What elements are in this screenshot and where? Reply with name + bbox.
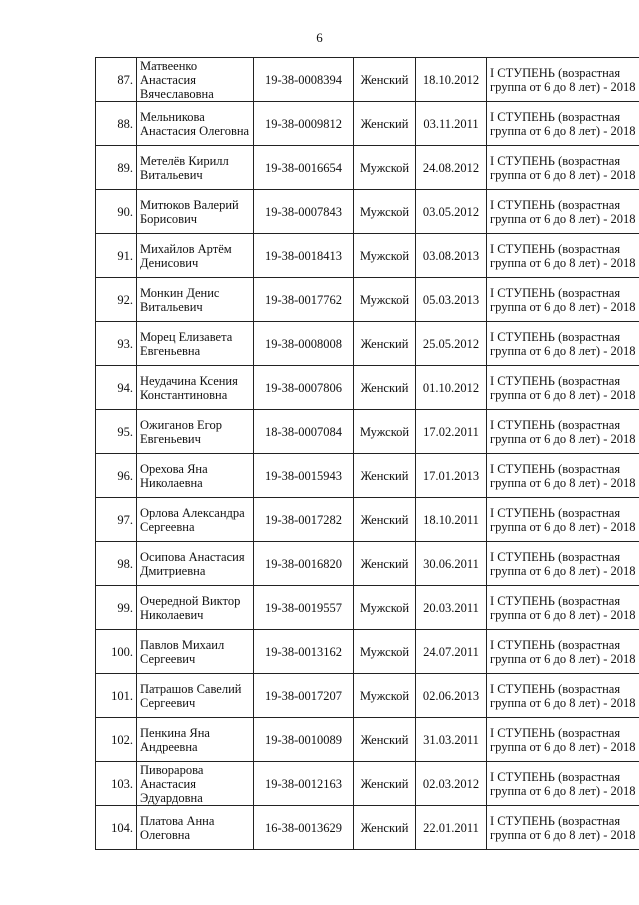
birth-date-cell: 18.10.2012 (416, 58, 487, 102)
birth-date-cell: 02.03.2012 (416, 762, 487, 806)
table-row (96, 630, 639, 674)
table-row (96, 498, 639, 542)
birth-date-cell: 24.08.2012 (416, 146, 487, 190)
uin-cell: 19-38-0017207 (254, 674, 354, 718)
row-number-cell: 95. (96, 410, 137, 454)
table-row (96, 190, 639, 234)
uin-cell: 19-38-0017762 (254, 278, 354, 322)
full-name-cell: Очередной Виктор Николаевич (137, 586, 254, 630)
birth-date-cell: 18.10.2011 (416, 498, 487, 542)
table-row (96, 762, 639, 806)
row-number-cell: 89. (96, 146, 137, 190)
age-group-cell: I СТУПЕНЬ (возрастная группа от 6 до 8 лет) - 2018 (487, 542, 639, 586)
full-name-cell: Морец Елизавета Евгеньевна (137, 322, 254, 366)
uin-cell: 19-38-0008394 (254, 58, 354, 102)
row-number-cell: 96. (96, 454, 137, 498)
age-group-cell: I СТУПЕНЬ (возрастная группа от 6 до 8 лет) - 2018 (487, 806, 639, 850)
gender-cell: Женский (354, 806, 416, 850)
uin-cell: 19-38-0007806 (254, 366, 354, 410)
row-number-cell: 101. (96, 674, 137, 718)
uin-cell: 19-38-0017282 (254, 498, 354, 542)
full-name-cell: Матвеенко Анастасия Вячеславовна (137, 58, 254, 102)
table-row (96, 146, 639, 190)
gender-cell: Мужской (354, 190, 416, 234)
row-number-cell: 104. (96, 806, 137, 850)
full-name-cell: Осипова Анастасия Дмитриевна (137, 542, 254, 586)
full-name-cell: Ожиганов Егор Евгеньевич (137, 410, 254, 454)
table-row (96, 718, 639, 762)
age-group-cell: I СТУПЕНЬ (возрастная группа от 6 до 8 лет) - 2018 (487, 762, 639, 806)
full-name-cell: Метелёв Кирилл Витальевич (137, 146, 254, 190)
full-name-cell: Монкин Денис Витальевич (137, 278, 254, 322)
gender-cell: Мужской (354, 234, 416, 278)
table-row (96, 58, 639, 102)
birth-date-cell: 05.03.2013 (416, 278, 487, 322)
table-row (96, 542, 639, 586)
table-row (96, 806, 639, 850)
gender-cell: Женский (354, 718, 416, 762)
age-group-cell: I СТУПЕНЬ (возрастная группа от 6 до 8 лет) - 2018 (487, 498, 639, 542)
age-group-cell: I СТУПЕНЬ (возрастная группа от 6 до 8 лет) - 2018 (487, 586, 639, 630)
age-group-cell: I СТУПЕНЬ (возрастная группа от 6 до 8 лет) - 2018 (487, 718, 639, 762)
age-group-cell: I СТУПЕНЬ (возрастная группа от 6 до 8 лет) - 2018 (487, 366, 639, 410)
full-name-cell: Мельникова Анастасия Олеговна (137, 102, 254, 146)
birth-date-cell: 17.02.2011 (416, 410, 487, 454)
age-group-cell: I СТУПЕНЬ (возрастная группа от 6 до 8 лет) - 2018 (487, 674, 639, 718)
age-group-cell: I СТУПЕНЬ (возрастная группа от 6 до 8 лет) - 2018 (487, 58, 639, 102)
birth-date-cell: 01.10.2012 (416, 366, 487, 410)
birth-date-cell: 03.08.2013 (416, 234, 487, 278)
uin-cell: 19-38-0016654 (254, 146, 354, 190)
gender-cell: Женский (354, 762, 416, 806)
birth-date-cell: 31.03.2011 (416, 718, 487, 762)
gender-cell: Мужской (354, 278, 416, 322)
gender-cell: Мужской (354, 146, 416, 190)
table-row (96, 586, 639, 630)
birth-date-cell: 17.01.2013 (416, 454, 487, 498)
uin-cell: 16-38-0013629 (254, 806, 354, 850)
full-name-cell: Михайлов Артём Денисович (137, 234, 254, 278)
uin-cell: 19-38-0010089 (254, 718, 354, 762)
participants-table-body (96, 58, 639, 850)
gender-cell: Женский (354, 366, 416, 410)
uin-cell: 19-38-0012163 (254, 762, 354, 806)
full-name-cell: Платова Анна Олеговна (137, 806, 254, 850)
age-group-cell: I СТУПЕНЬ (возрастная группа от 6 до 8 лет) - 2018 (487, 410, 639, 454)
gender-cell: Женский (354, 454, 416, 498)
full-name-cell: Орлова Александра Сергеевна (137, 498, 254, 542)
table-row (96, 674, 639, 718)
gender-cell: Мужской (354, 630, 416, 674)
gender-cell: Женский (354, 542, 416, 586)
gender-cell: Женский (354, 58, 416, 102)
full-name-cell: Митюков Валерий Борисович (137, 190, 254, 234)
age-group-cell: I СТУПЕНЬ (возрастная группа от 6 до 8 лет) - 2018 (487, 322, 639, 366)
full-name-cell: Неудачина Ксения Константиновна (137, 366, 254, 410)
age-group-cell: I СТУПЕНЬ (возрастная группа от 6 до 8 лет) - 2018 (487, 146, 639, 190)
uin-cell: 19-38-0015943 (254, 454, 354, 498)
row-number-cell: 94. (96, 366, 137, 410)
table-row (96, 102, 639, 146)
page-number: 6 (316, 30, 323, 45)
row-number-cell: 102. (96, 718, 137, 762)
full-name-cell: Патрашов Савелий Сергеевич (137, 674, 254, 718)
gender-cell: Женский (354, 322, 416, 366)
uin-cell: 19-38-0009812 (254, 102, 354, 146)
uin-cell: 18-38-0007084 (254, 410, 354, 454)
gender-cell: Женский (354, 102, 416, 146)
age-group-cell: I СТУПЕНЬ (возрастная группа от 6 до 8 лет) - 2018 (487, 190, 639, 234)
full-name-cell: Пенкина Яна Андреевна (137, 718, 254, 762)
row-number-cell: 91. (96, 234, 137, 278)
uin-cell: 19-38-0013162 (254, 630, 354, 674)
age-group-cell: I СТУПЕНЬ (возрастная группа от 6 до 8 лет) - 2018 (487, 630, 639, 674)
participants-table (95, 57, 639, 850)
birth-date-cell: 03.11.2011 (416, 102, 487, 146)
table-row (96, 278, 639, 322)
uin-cell: 19-38-0007843 (254, 190, 354, 234)
row-number-cell: 103. (96, 762, 137, 806)
row-number-cell: 87. (96, 58, 137, 102)
table-row (96, 234, 639, 278)
table-row (96, 454, 639, 498)
row-number-cell: 92. (96, 278, 137, 322)
age-group-cell: I СТУПЕНЬ (возрастная группа от 6 до 8 лет) - 2018 (487, 454, 639, 498)
birth-date-cell: 03.05.2012 (416, 190, 487, 234)
table-row (96, 366, 639, 410)
age-group-cell: I СТУПЕНЬ (возрастная группа от 6 до 8 лет) - 2018 (487, 278, 639, 322)
row-number-cell: 99. (96, 586, 137, 630)
row-number-cell: 93. (96, 322, 137, 366)
uin-cell: 19-38-0018413 (254, 234, 354, 278)
birth-date-cell: 20.03.2011 (416, 586, 487, 630)
uin-cell: 19-38-0008008 (254, 322, 354, 366)
birth-date-cell: 02.06.2013 (416, 674, 487, 718)
gender-cell: Мужской (354, 410, 416, 454)
age-group-cell: I СТУПЕНЬ (возрастная группа от 6 до 8 лет) - 2018 (487, 234, 639, 278)
gender-cell: Мужской (354, 674, 416, 718)
gender-cell: Мужской (354, 586, 416, 630)
uin-cell: 19-38-0016820 (254, 542, 354, 586)
row-number-cell: 90. (96, 190, 137, 234)
table-row (96, 410, 639, 454)
full-name-cell: Орехова Яна Николаевна (137, 454, 254, 498)
uin-cell: 19-38-0019557 (254, 586, 354, 630)
full-name-cell: Павлов Михаил Сергеевич (137, 630, 254, 674)
row-number-cell: 98. (96, 542, 137, 586)
full-name-cell: Пиворарова Анастасия Эдуардовна (137, 762, 254, 806)
gender-cell: Женский (354, 498, 416, 542)
table-row (96, 322, 639, 366)
row-number-cell: 100. (96, 630, 137, 674)
row-number-cell: 97. (96, 498, 137, 542)
age-group-cell: I СТУПЕНЬ (возрастная группа от 6 до 8 лет) - 2018 (487, 102, 639, 146)
birth-date-cell: 25.05.2012 (416, 322, 487, 366)
row-number-cell: 88. (96, 102, 137, 146)
birth-date-cell: 30.06.2011 (416, 542, 487, 586)
birth-date-cell: 24.07.2011 (416, 630, 487, 674)
birth-date-cell: 22.01.2011 (416, 806, 487, 850)
